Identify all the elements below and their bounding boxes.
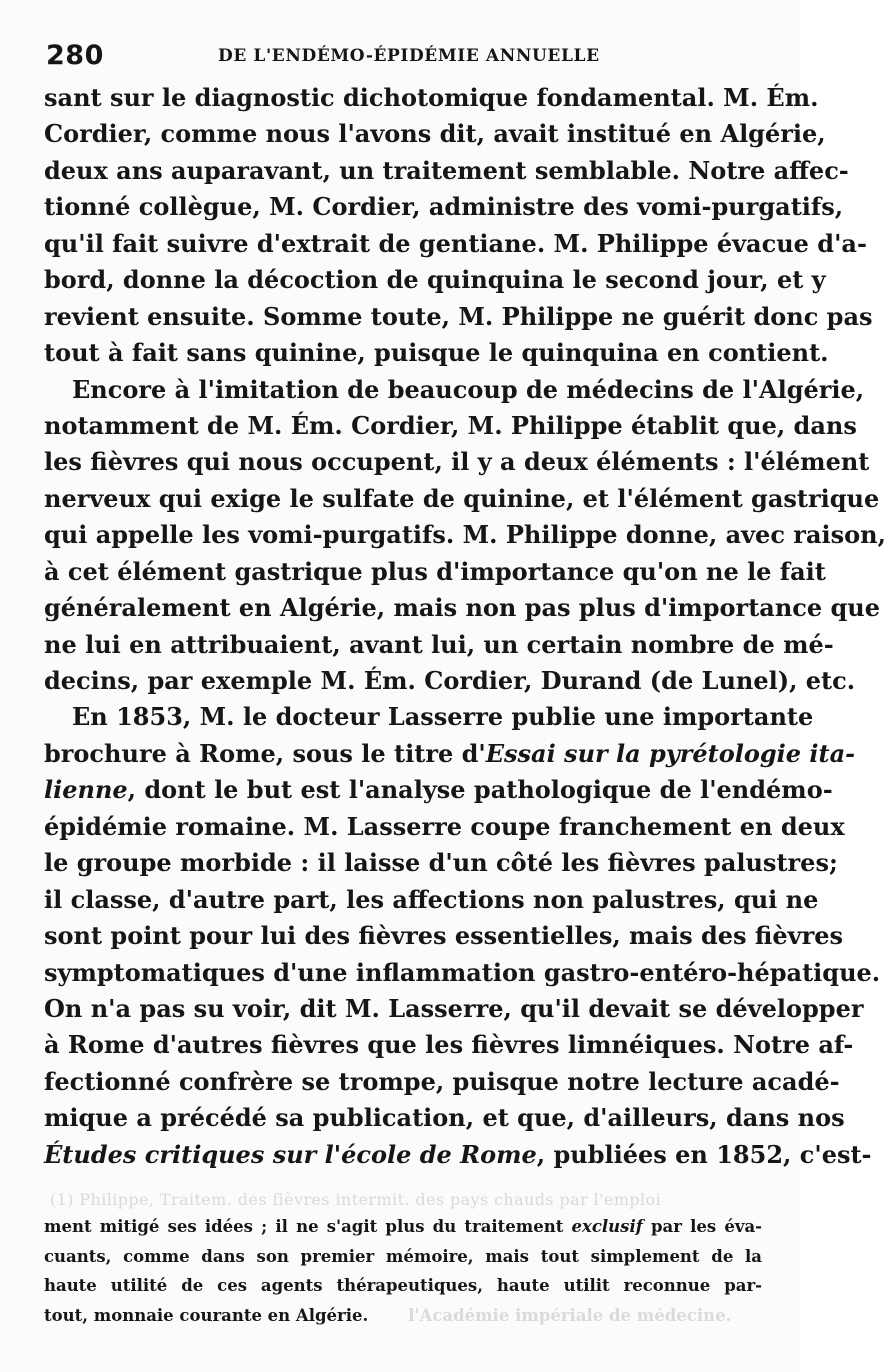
bleed-through-text: l'Académie impériale de médecine. <box>408 1305 732 1325</box>
text-segment: tout, monnaie courante en Algérie. <box>44 1305 369 1325</box>
text-line: ne lui en attribuaient, avant lui, un certain nombre de mé- <box>44 629 834 659</box>
text-segment: par les éva- <box>642 1217 762 1236</box>
text-line: decins, par exemple M. Ém. Cordier, Durand (de Lunel), etc. <box>44 666 856 695</box>
page-number: 280 <box>46 40 104 71</box>
text-segment: , dont le but est l'analyse pathologique de l'endémo- <box>127 775 833 805</box>
text-line: bord, donne la décoction de quinquina le second jour, et y <box>44 265 826 295</box>
italic-title: Essai sur la pyrétologie ita- <box>485 738 856 768</box>
page-header <box>38 36 778 76</box>
text-line: généralement en Algérie, mais non pas plus d'importance que <box>44 593 881 623</box>
italic-title: Études critiques sur l'école de Rome <box>44 1139 537 1169</box>
footnotes <box>44 1212 762 1330</box>
text-line: mique a précédé sa publication, et que, d'ailleurs, dans nos <box>44 1103 845 1133</box>
text-line: notamment de M. Ém. Cordier, M. Philippe établit que, dans <box>44 410 857 440</box>
text-line: sant sur le diagnostic dichotomique fondamental. M. Ém. <box>44 83 819 112</box>
text-line: à Rome d'autres fièvres que les fièvres limnéiques. Notre af- <box>44 1030 854 1060</box>
text-line: tionné collègue, M. Cordier, administre des vomi-purgatifs, <box>44 192 844 222</box>
text-line: sont point pour lui des fièvres essentielles, mais des fièvres <box>44 921 843 951</box>
text-line: Cordier, comme nous l'avons dit, avait institué en Algérie, <box>44 119 826 149</box>
text-line: symptomatiques d'une inflammation gastro-entéro-hépatique. <box>44 957 881 987</box>
footnote-line: haute utilité de ces agents thérapeutiques, haute utilit reconnue par- <box>44 1276 762 1295</box>
bleed-through-text: (1) Philippe, Traitem. des fièvres intermit. des pays chauds par l'emploi <box>50 1190 662 1209</box>
text-line: il classe, d'autre part, les affections non palustres, qui ne <box>44 884 819 914</box>
footnote-line <box>44 1301 762 1331</box>
footnote-line: cuants, comme dans son premier mémoire, mais tout simplement de la <box>44 1246 762 1266</box>
text-line: les fièvres qui nous occupent, il y a deux éléments : l'élément <box>44 447 870 477</box>
text-line <box>44 1137 872 1173</box>
text-line: le groupe morbide : il laisse d'un côté les fièvres palustres; <box>44 848 838 878</box>
footnote-line <box>44 1212 762 1242</box>
text-line: On n'a pas su voir, dit M. Lasserre, qu'il devait se développer <box>44 993 864 1023</box>
text-line: nerveux qui exige le sulfate de quinine, et l'élément gastrique <box>44 483 880 513</box>
italic-word: exclusif <box>571 1217 643 1236</box>
text-line: fectionné confrère se trompe, puisque notre lecture acadé- <box>44 1066 840 1096</box>
italic-title: lienne <box>44 775 128 805</box>
text-line: En 1853, M. le docteur Lasserre publie une importante <box>72 702 814 732</box>
text-line <box>44 772 833 808</box>
text-line: qu'il fait suivre d'extrait de gentiane. M. Philippe évacue d'a- <box>44 228 867 258</box>
text-line: revient ensuite. Somme toute, M. Philippe ne guérit donc pas <box>44 301 873 331</box>
text-segment: , publiées en 1852, c'est- <box>536 1139 872 1169</box>
text-line: épidémie romaine. M. Lasserre coupe franchement en deux <box>44 811 845 841</box>
text-line: Encore à l'imitation de beaucoup de médecins de l'Algérie, <box>72 374 865 404</box>
body-text <box>44 80 886 1173</box>
text-segment: ment mitigé ses idées ; il ne s'agit plus du traitement <box>44 1217 572 1236</box>
text-line: qui appelle les vomi-purgatifs. M. Philippe donne, avec raison, <box>44 520 886 550</box>
text-line: tout à fait sans quinine, puisque le quinquina en contient. <box>44 338 829 368</box>
text-segment: brochure à Rome, sous le titre d' <box>44 738 486 768</box>
text-line: à cet élément gastrique plus d'importance qu'on ne le fait <box>44 556 826 586</box>
running-head: DE L'ENDÉMO-ÉPIDÉMIE ANNUELLE <box>218 46 600 66</box>
text-line <box>44 736 856 772</box>
text-line: deux ans auparavant, un traitement semblable. Notre affec- <box>44 155 849 185</box>
